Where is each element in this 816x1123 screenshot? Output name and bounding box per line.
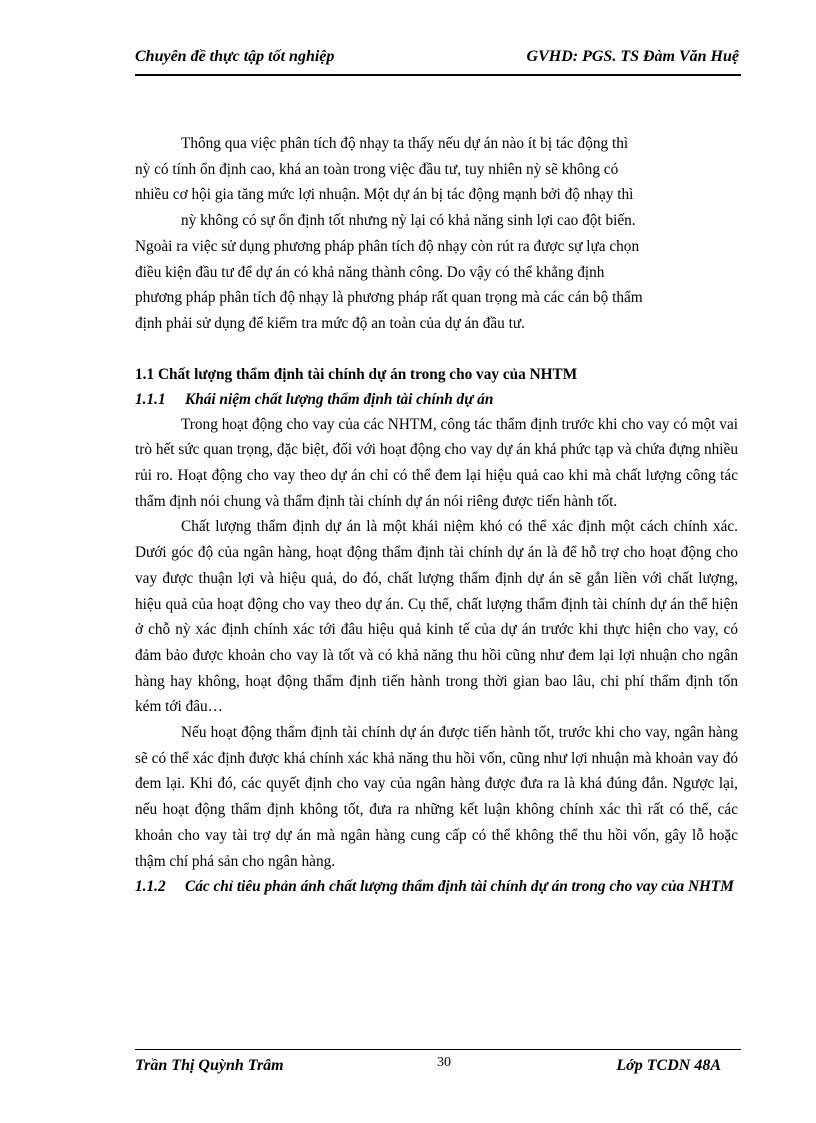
- section-heading-1-1: 1.1 Chất lượng thẩm định tài chính dự án trong cho vay của NHTM: [135, 365, 578, 383]
- section-heading-1-1-2: [135, 874, 738, 899]
- page-footer: [135, 1049, 741, 1078]
- intro-line: nhiều cơ hội gia tăng mức lợi nhuận. Một dự án bị tác động mạnh bởi độ nhạy thì: [135, 186, 634, 204]
- header-supervisor: GVHD: PGS. TS Đàm Văn Huệ: [526, 48, 739, 65]
- intro-line: phương pháp phân tích độ nhạy là phương pháp rất quan trọng mà các cán bộ thẩm: [135, 289, 643, 307]
- section-number: 1.1.1: [135, 390, 166, 408]
- section-heading-1-1-1: [135, 387, 738, 412]
- header-course-title: Chuyên đề thực tập tốt nghiệp: [135, 48, 335, 65]
- page-header: [135, 48, 741, 76]
- intro-line: nỳ không có sự ổn định tốt nhưng nỳ lại có khả năng sinh lợi cao đột biến.: [181, 212, 636, 230]
- body-paragraph: Trong hoạt động cho vay của các NHTM, công tác thẩm định trước khi cho vay có một vai trò hết sức quan trọng, đặc biệt, đối với hoạt động cho vay dự án khá phức tạp và chứa đựng nhiều rủi ro. Hoạt động cho vay theo dự án chỉ có thể đem lại hiệu quả cao khi mà chất lượng công tác thẩm định nói chung và thẩm định tài chính dự án nói riêng được tiến hành tốt.: [135, 415, 738, 510]
- footer-author: Trần Thị Quỳnh Trâm: [135, 1057, 284, 1074]
- section-number: 1.1.2: [135, 878, 166, 896]
- intro-line: Thông qua việc phân tích độ nhạy ta thấy nếu dự án nào ít bị tác động thì: [181, 135, 629, 152]
- page-body: [135, 131, 738, 899]
- intro-line: nỳ có tính ổn định cao, khá an toàn trong việc đầu tư, tuy nhiên nỳ sẽ không có: [135, 160, 619, 178]
- intro-line: điều kiện đầu tư để dự án có khả năng thành công. Do vậy có thể khẳng định: [135, 263, 605, 281]
- spacer: [135, 337, 738, 358]
- footer-class: Lớp TCDN 48A: [616, 1057, 721, 1074]
- section-title: Khái niệm chất lượng thẩm định tài chính dự án: [185, 390, 494, 408]
- section-title: Các chỉ tiêu phản ánh chất lượng thẩm định tài chính dự án trong cho vay của NHTM: [185, 878, 734, 896]
- body-paragraph: Chất lượng thẩm định dự án là một khái niệm khó có thể xác định một cách chính xác. Dưới góc độ của ngân hàng, hoạt động thẩm định tài chính dự án là để hỗ trợ cho hoạt động cho vay được thuận lợi và hiệu quả, do đó, chất lượng thẩm định dự án sẽ gắn liền với chất lượng, hiệu quả của hoạt động cho vay theo dự án. Cụ thể, chất lượng thẩm định tài chính dự án thể hiện ở chỗ nỳ xác định chính xác tới đâu hiệu quả kinh tế của dự án trước khi thực hiện cho vay, có đảm bảo được khoản cho vay là tốt và có khả năng thu hồi cũng như đem lại lợi nhuận cho ngân hàng hay không, hoạt động thẩm định tiến hành trong thời gian bao lâu, chi phí thẩm định tốn kém tới đâu…: [135, 518, 738, 716]
- page-number: 30: [437, 1055, 451, 1070]
- body-paragraph: Nếu hoạt động thẩm định tài chính dự án được tiến hành tốt, trước khi cho vay, ngân hàng sẽ có thể xác định được khá chính xác khả năng thu hồi vốn, cũng như lợi nhuận mà khoản vay đó đem lại. Khi đó, các quyết định cho vay của ngân hàng được đưa ra là khá đúng đắn. Ngược lại, nếu hoạt động thẩm định không tốt, đưa ra những kết luận không chính xác thì rất có thể, các khoản cho vay tài trợ dự án mà ngân hàng cung cấp có thể không thể thu hồi vốn, gây lỗ hoặc thậm chí phá sản cho ngân hàng.: [135, 724, 738, 870]
- intro-line: Ngoài ra việc sử dụng phương pháp phân tích độ nhạy còn rút ra được sự lựa chọn: [135, 237, 640, 255]
- intro-line: định phải sử dụng để kiểm tra mức độ an toàn của dự án đầu tư.: [135, 314, 525, 332]
